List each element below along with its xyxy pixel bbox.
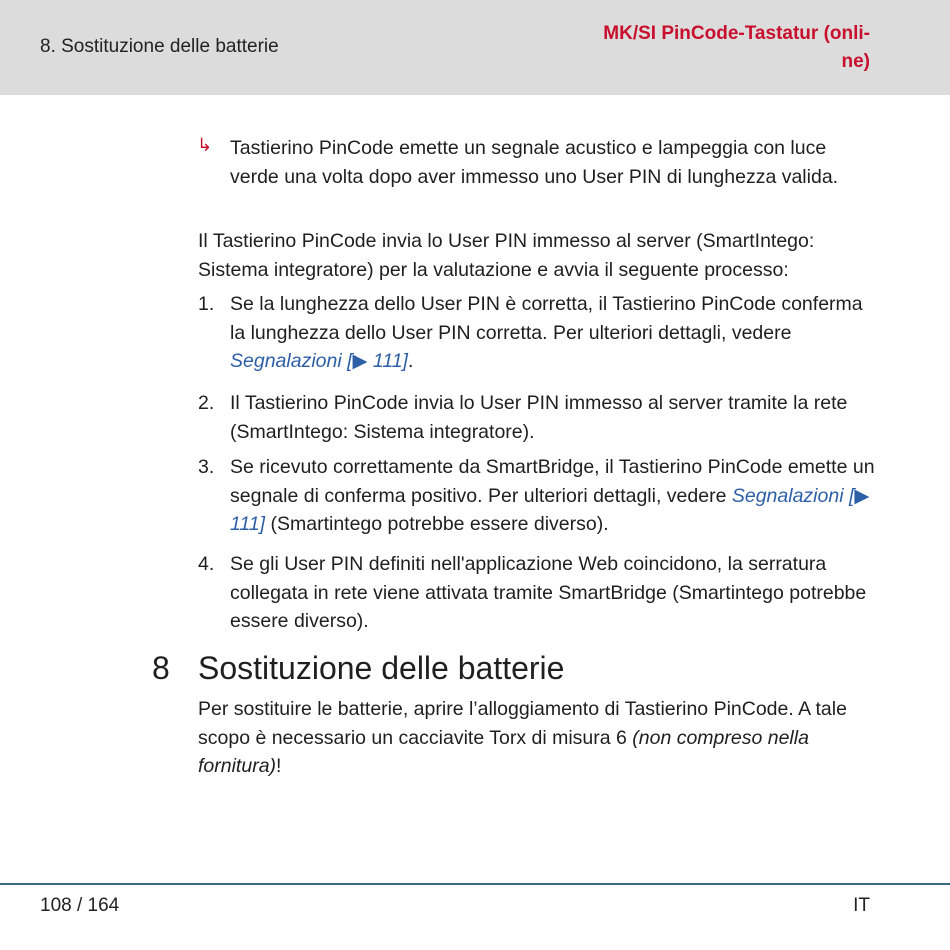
- result-arrow-icon: ↳: [197, 135, 213, 155]
- step-item: Se la lunghezza dello User PIN è corretta, il Tastierino PinCode conferma la lunghezza dello User PIN corretta. Per ulteriori dettagli, vedere Segnalazioni [▶ 111].: [230, 293, 863, 372]
- section-body: Per sostituire le batterie, aprire l’alloggiamento di Tastierino PinCode. A tale scopo è necessario un cacciavite Torx di misura 6 (non compreso nella fornitura)!: [198, 698, 847, 777]
- intro-paragraph: Il Tastierino PinCode invia lo User PIN immesso al server (SmartIntego: Sistema integratore) per la valutazione e avvia il seguente processo:: [198, 230, 815, 281]
- segnalazioni-link[interactable]: Segnalazioni [▶ 111]: [230, 350, 408, 372]
- page-number: 108 / 164: [40, 895, 120, 916]
- footer-divider: [0, 883, 950, 885]
- step-item: Se gli User PIN definiti nell'applicazione Web coincidono, la serratura collegata in rete viene attivata tramite SmartBridge (Smartintego potrebbe essere diverso).: [230, 553, 867, 632]
- language-code: IT: [853, 895, 870, 916]
- page-header: [0, 0, 950, 95]
- step-number: 2.: [198, 392, 215, 414]
- step-number: 1.: [198, 293, 215, 315]
- step-number: 3.: [198, 456, 215, 478]
- result-text: Tastierino PinCode emette un segnale acustico e lampeggia con luce verde una volta dopo aver immesso uno User PIN di lunghezza valida.: [230, 137, 839, 188]
- section-number: 8: [152, 650, 170, 686]
- section-title: Sostituzione delle batterie: [198, 650, 565, 686]
- step-number: 4.: [198, 553, 215, 575]
- header-product-title: MK/SI PinCode-Tastatur (onli- ne): [603, 23, 870, 72]
- segnalazioni-link[interactable]: Segnalazioni [▶ 111]: [230, 484, 870, 535]
- step-item: Il Tastierino PinCode invia lo User PIN immesso al server tramite la rete (SmartIntego: Sistema integratore).: [230, 392, 848, 443]
- header-section-title: 8. Sostituzione delle batterie: [40, 36, 279, 57]
- step-item: Se ricevuto correttamente da SmartBridge, il Tastierino PinCode emette un segnale di conferma positivo. Per ulteriori dettagli, vedere Segnalazioni [▶ 111] (Smartintego potrebbe essere diverso).: [230, 456, 875, 535]
